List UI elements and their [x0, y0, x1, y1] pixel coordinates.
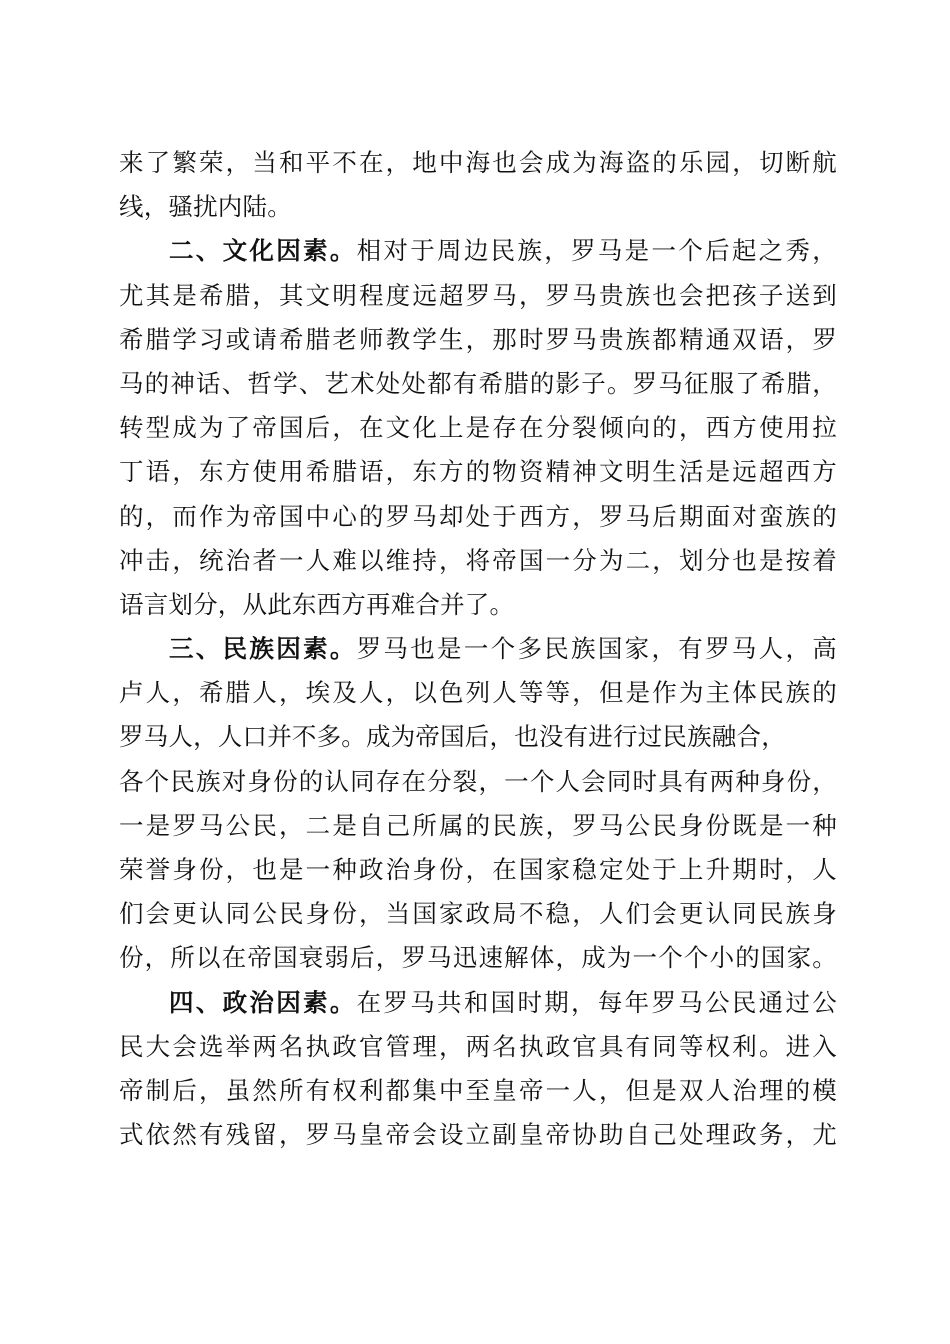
- text-line: 各个民族对身份的认同存在分裂，一个人会同时具有两种身份，: [119, 766, 837, 796]
- text-line: 尤其是希腊，其文明程度远超罗马，罗马贵族也会把孩子送到: [119, 280, 837, 310]
- paragraph-culture: [119, 229, 837, 627]
- text-line: 一是罗马公民，二是自己所属的民族，罗马公民身份既是一种: [119, 810, 837, 840]
- text-line: 式依然有残留，罗马皇帝会设立副皇帝协助自己处理政务，尤: [119, 1120, 837, 1150]
- text-line: 线，骚扰内陆。: [119, 192, 292, 222]
- text-line: 帝制后，虽然所有权利都集中至皇帝一人，但是双人治理的模: [119, 1075, 837, 1105]
- text-line: [119, 981, 837, 1025]
- text-line: 的，而作为帝国中心的罗马却处于西方，罗马后期面对蛮族的: [119, 501, 837, 531]
- paragraph-politics: [119, 981, 837, 1158]
- paragraph-ethnicity: [119, 627, 837, 981]
- text-line: 罗马人，人口并不多。成为帝国后，也没有进行过民族融合，: [119, 722, 786, 752]
- text-line: 来了繁荣，当和平不在，地中海也会成为海盗的乐园，切断航: [119, 148, 837, 177]
- text-line: 马的神话、哲学、艺术处处都有希腊的影子。罗马征服了希腊，: [119, 368, 837, 398]
- paragraph-continuation: [119, 141, 837, 229]
- section-heading-politics: 四、政治因素。: [169, 987, 357, 1017]
- section-heading-ethnicity: 三、民族因素。: [169, 634, 357, 664]
- text-line: 荣誉身份，也是一种政治身份，在国家稳定处于上升期时，人: [119, 855, 837, 884]
- text-line: 丁语，东方使用希腊语，东方的物资精神文明生活是远超西方: [119, 457, 837, 487]
- text-line: 语言划分，从此东西方再难合并了。: [119, 589, 515, 619]
- text-line: 希腊学习或请希腊老师教学生，那时罗马贵族都精通双语，罗: [119, 324, 837, 354]
- text-line: 冲击，统治者一人难以维持，将帝国一分为二，划分也是按着: [119, 545, 837, 575]
- text-line: 份，所以在帝国衰弱后，罗马迅速解体，成为一个个小的国家。: [119, 943, 837, 973]
- text-line-content: 罗马也是一个多民族国家，有罗马人，高: [356, 634, 837, 664]
- text-line-content: 在罗马共和国时期，每年罗马公民通过公: [356, 987, 837, 1017]
- document-body: [119, 141, 837, 1157]
- text-line: [119, 229, 837, 273]
- text-line: [119, 627, 837, 671]
- text-line: 卢人，希腊人，埃及人，以色列人等等，但是作为主体民族的: [119, 678, 837, 708]
- text-line: 民大会选举两名执政官管理，两名执政官具有同等权利。进入: [119, 1031, 837, 1061]
- text-line: 们会更认同公民身份，当国家政局不稳，人们会更认同民族身: [119, 899, 837, 929]
- text-line: 转型成为了帝国后，在文化上是存在分裂倾向的，西方使用拉: [119, 413, 837, 443]
- section-heading-culture: 二、文化因素。: [169, 236, 357, 266]
- text-line-content: 相对于周边民族，罗马是一个后起之秀，: [356, 236, 837, 266]
